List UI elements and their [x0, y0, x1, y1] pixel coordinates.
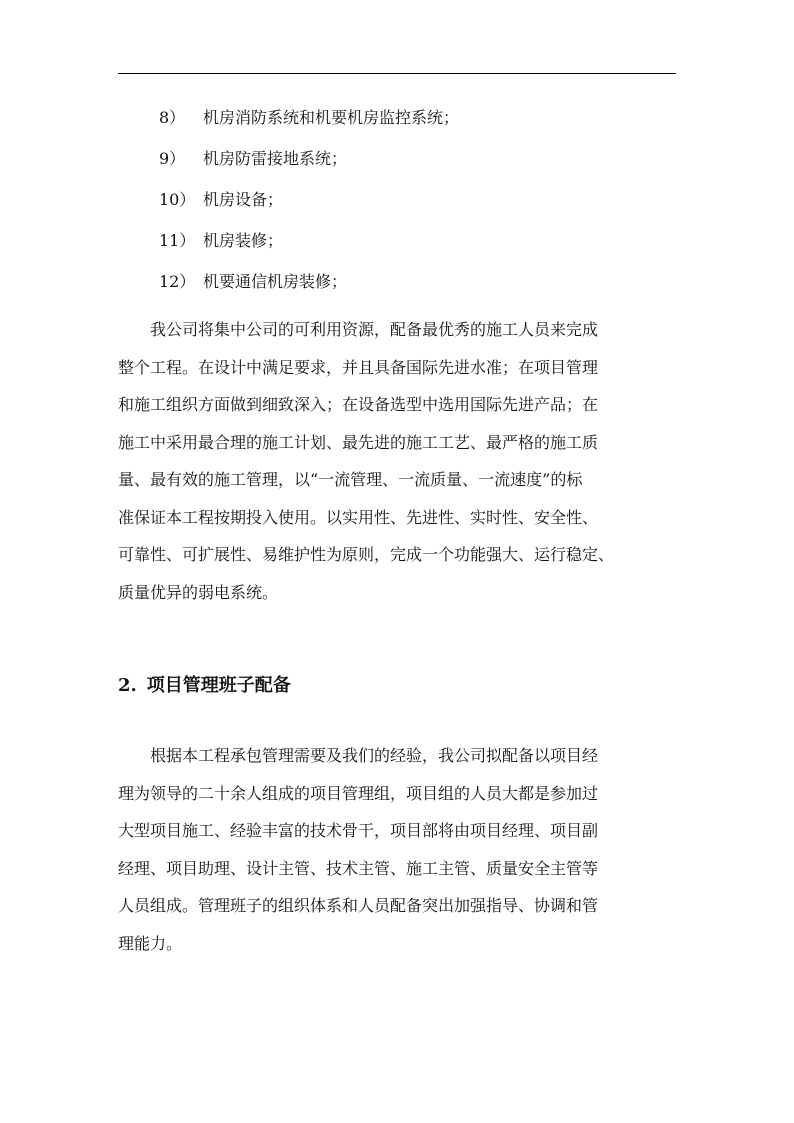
- list-item-text: 机房装修；: [203, 231, 284, 250]
- list-item-number: 9）: [159, 149, 186, 168]
- list-item-text: 机要通信机房装修；: [203, 272, 348, 291]
- paragraph-line: 根据本工程承包管理需要及我们的经验，我公司拟配备以项目经: [118, 746, 599, 765]
- paragraph-line: 质量优异的弱电系统。: [118, 582, 279, 602]
- list-item: [159, 187, 459, 228]
- paragraph-line: 准保证本工程按期投入使用。以实用性、先进性、实时性、安全性、: [118, 507, 599, 527]
- paragraph-line: 理为领导的二十余人组成的项目管理组，项目组的人员大都是参加过: [118, 783, 599, 803]
- list-item-text: 机房消防系统和机要机房监控系统；: [203, 108, 460, 127]
- list-item: [159, 146, 459, 187]
- paragraph-line: 施工中采用最合理的施工计划、最先进的施工工艺、最严格的施工质: [118, 432, 599, 452]
- list-item: [159, 105, 459, 146]
- list-item-number: 10）: [159, 190, 196, 209]
- list-item: [159, 228, 459, 269]
- list-item-text: 机房设备；: [203, 190, 284, 209]
- list-item: [159, 269, 459, 310]
- equipment-room-list: [159, 105, 459, 310]
- paragraph-line: 理能力。: [118, 933, 183, 953]
- paragraph-line: 量、最有效的施工管理，以“一流管理、一流质量、一流速度”的标: [118, 470, 583, 489]
- paragraph-line: 我公司将集中公司的可利用资源，配备最优秀的施工人员来完成: [118, 320, 599, 339]
- paragraph-line: 整个工程。在设计中满足要求，并且具备国际先进水准；在项目管理: [118, 357, 599, 377]
- paragraph-line: 和施工组织方面做到细致深入；在设备选型中选用国际先进产品；在: [118, 395, 599, 414]
- company-commitment-paragraph: [118, 311, 683, 611]
- list-item-text: 机房防雷接地系统；: [203, 149, 348, 168]
- paragraph-line: 经理、项目助理、设计主管、技术主管、施工主管、质量安全主管等: [118, 858, 599, 878]
- section-heading: [118, 672, 291, 700]
- section-title: 项目管理班子配备: [146, 675, 291, 696]
- list-item-number: 12）: [159, 272, 196, 291]
- list-item-number: 11）: [159, 231, 196, 250]
- header-rule: [118, 73, 676, 74]
- list-item-number: 8）: [159, 108, 186, 127]
- section-number: 2.: [118, 675, 137, 696]
- paragraph-line: 人员组成。管理班子的组织体系和人员配备突出加强指导、协调和管: [118, 896, 599, 915]
- management-team-paragraph: [118, 737, 683, 962]
- paragraph-line: 大型项目施工、经验丰富的技术骨干，项目部将由项目经理、项目副: [118, 821, 599, 840]
- paragraph-line: 可靠性、可扩展性、易维护性为原则，完成一个功能强大、运行稳定、: [118, 545, 615, 564]
